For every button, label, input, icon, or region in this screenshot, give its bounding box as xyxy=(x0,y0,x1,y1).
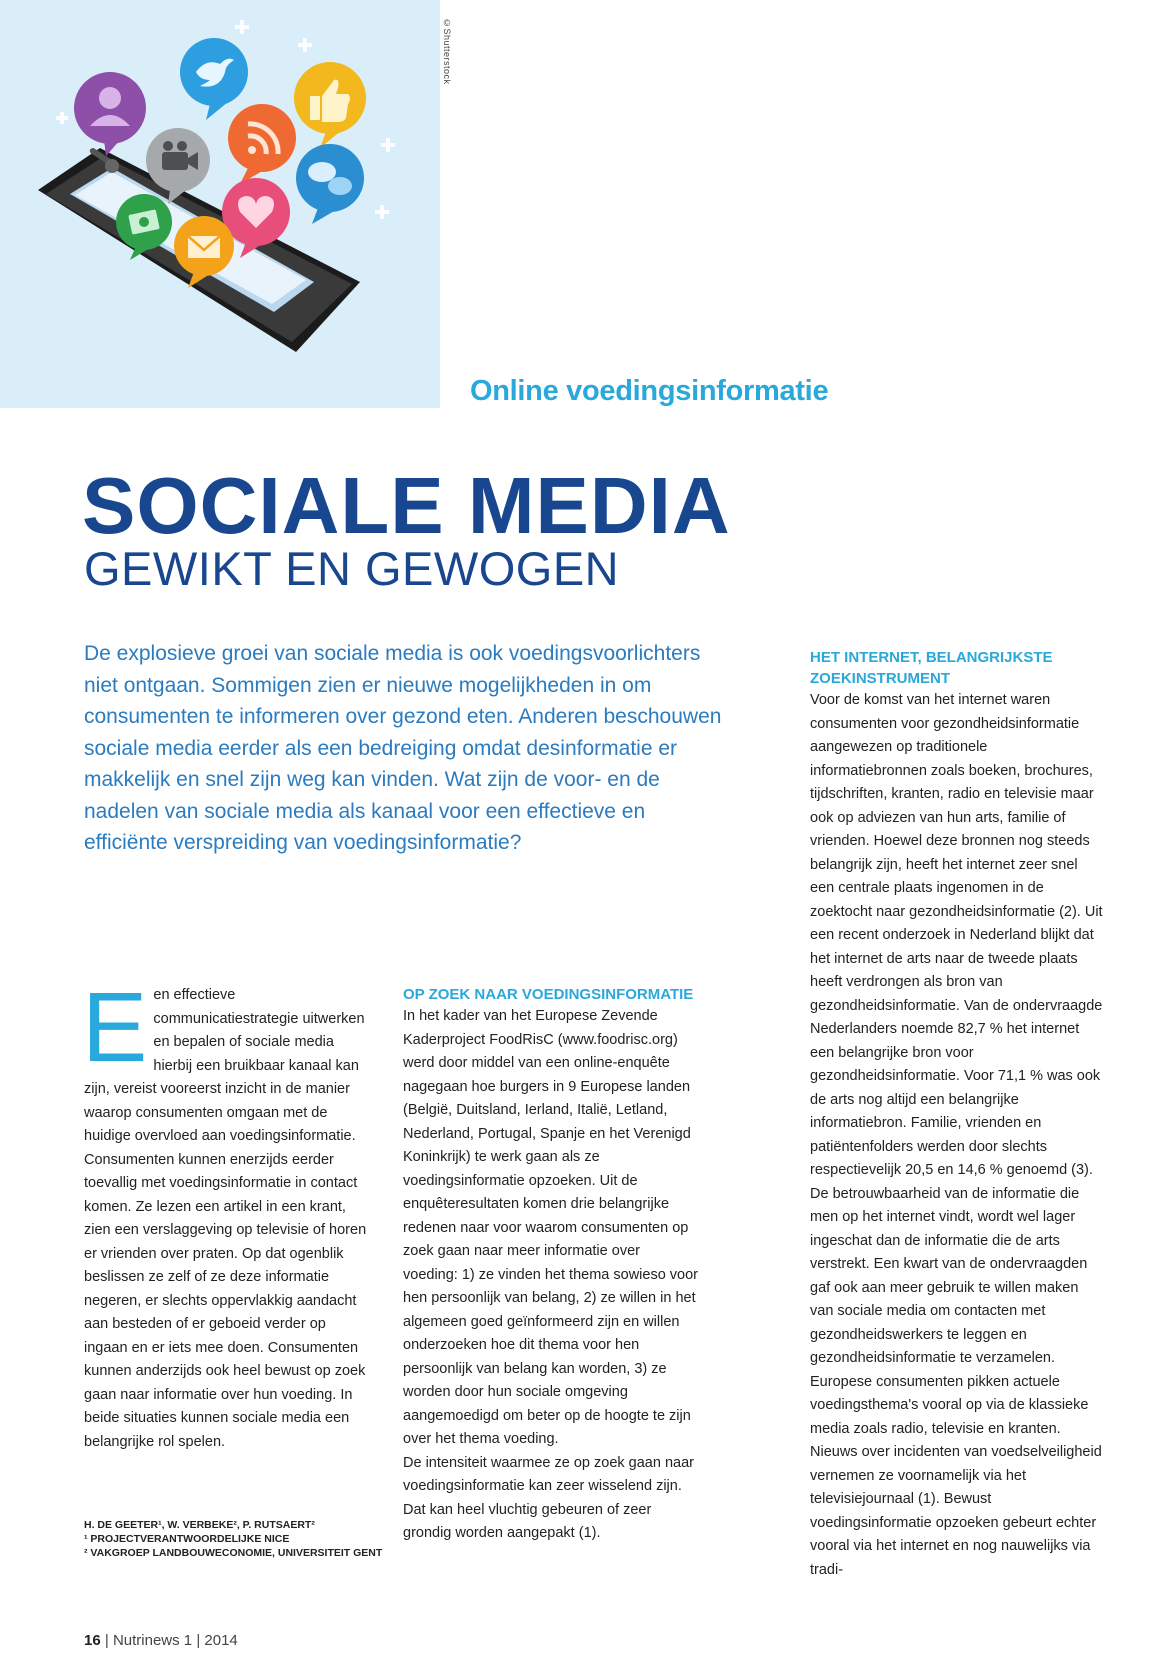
chat-icon xyxy=(296,144,364,224)
page-footer xyxy=(84,1632,238,1649)
rss-icon xyxy=(228,104,296,184)
author-affiliation-2: ² VAKGROEP LANDBOUWECONOMIE, UNIVERSITEIT GENT xyxy=(84,1547,383,1559)
article-lead: De explosieve groei van sociale media is ook voedingsvoorlichters niet ontgaan. Sommigen zien er nieuwe mogelijkheden in om consumenten te informeren over gezond eten. Anderen beschouwen sociale media eerder als een bedreiging omdat desinformatie er makkelijk en snel zijn weg kan vinden. Wat zijn de voor- en de nadelen van sociale media als kanaal voor een effectieve en efficiënte verspreiding van voedingsinformatie? xyxy=(84,642,722,854)
hero-illustration xyxy=(0,0,440,408)
column3-paragraph-1: Voor de komst van het internet waren consumenten voor gezondheidsinformatie aangewezen op traditionele informatiebronnen zoals boeken, brochures, tijdschriften, kranten, radio en televisie maar ook op adviezen van hun arts, familie of vrienden. Hoewel deze bronnen nog steeds belangrijk zijn, heeft het internet zeer snel een centrale plaats ingenomen in de zoektocht naar gezondheidsinformatie (2). Uit een recent onderzoek in Nederland blijkt dat het internet de arts naar de tweede plaats heeft verdrongen als bron van gezondheidsinformatie. Van de ondervraagde Nederlanders noemde 82,7 % het internet een belangrijke bron voor gezondheidsinformatie. Voor 71,1 % was ook de arts nog altijd een belangrijke informatiebron. Familie, vrienden en patiëntenfolders werden door slechts respectievelijk 20,5 en 14,6 % genoemd (3). De betrouwbaarheid van de informatie die men op het internet vindt, wordt wel lager ingeschat dan de informatie die de arts verstrekt. Een kwart van de ondervraagden gaf ook aan meer gebruik te willen maken van sociale media om contacten met gezondheidswerkers te leggen en gezondheidsinformatie te verzamelen. xyxy=(810,692,1103,1366)
footer-separator: | xyxy=(104,1632,109,1649)
magazine-name: Nutrinews 1 xyxy=(112,1632,193,1649)
section-kicker: Online voedingsinformatie xyxy=(470,375,829,407)
column-3 xyxy=(810,647,1105,1582)
twitter-bird-icon xyxy=(180,38,248,120)
author-names: H. DE GEETER¹, W. VERBEKE², P. RUTSAERT² xyxy=(84,1519,315,1531)
person-icon xyxy=(74,72,146,156)
photo-credit: ©Shutterstock xyxy=(442,18,452,85)
author-block xyxy=(84,1518,384,1560)
column2-paragraph-1: In het kader van het Europese Zevende Kaderproject FoodRisC (www.foodrisc.org) werd door middel van een online-enquête nagegaan hoe burgers in 9 Europese landen (België, Duitsland, Ierland, Italië, Letland, Nederland, Portugal, Spanje en het Verenigd Koninkrijk) te werk gaan als ze voedingsinformatie opzoeken. Uit de enquêteresultaten komen drie belangrijke redenen naar voor waarom consumenten op zoek gaan naar meer informatie over voeding: 1) ze vinden het thema sowieso voor hen persoonlijk van belang, 2) ze willen in het algemeen goed geïnformeerd zijn en willen onderzoeken hoe dit thema voor hen persoonlijk van belang kan worden, 3) ze worden door hun sociale omgeving aangemoedigd om beter op de hoogte te zijn over het thema voeding. xyxy=(403,1008,699,1447)
section-heading-internet: HET INTERNET, BELANGRIJKSTE ZOEKINSTRUMENT xyxy=(810,649,1053,687)
column2-paragraph-2: De intensiteit waarmee ze op zoek gaan naar voedingsinformatie kan zeer wisselend zijn. Dat kan heel vluchtig gebeuren of zeer grondig worden aangepakt (1). xyxy=(403,1454,694,1541)
author-affiliation-1: ¹ PROJECTVERANTWOORDELIJKE NICE xyxy=(84,1533,290,1545)
drop-cap: E xyxy=(82,972,148,1082)
page-number: 16 xyxy=(84,1632,101,1649)
column-2 xyxy=(403,984,698,1546)
thumbs-up-icon xyxy=(294,62,366,148)
issue-year: 2014 xyxy=(204,1632,238,1649)
footer-separator: | xyxy=(196,1632,201,1649)
column3-paragraph-2: Europese consumenten pikken actuele voedingsthema's vooral op via de klassieke media zoals radio, televisie en kranten. Nieuws over incidenten van voedselveiligheid vernemen ze voornamelijk via het televisiejournaal (1). Bewust voedingsinformatie opzoeken gebeurt echter vooral via het internet en nog nauwelijks via tradi- xyxy=(810,1373,1102,1578)
article-title: SOCIALE MEDIA xyxy=(82,461,731,550)
smartphone-social-illustration xyxy=(0,0,440,408)
section-heading-info: OP ZOEK NAAR VOEDINGSINFORMATIE xyxy=(403,986,694,1003)
intro-paragraph: en effectieve communicatiestrategie uitwerken en bepalen of sociale media hierbij een bruikbaar kanaal kan zijn, vereist vooreerst inzicht in de manier waarop consumenten omgaan met de huidige overvloed aan voedingsinformatie. Consumenten kunnen enerzijds eerder toevallig met voedingsinformatie in contact komen. Ze lezen een artikel in een krant, zien een verslaggeving op televisie of horen er vrienden over praten. Op dat ogenblik beslissen ze zelf of ze deze informatie negeren, er slechts oppervlakkig aandacht aan besteden of er geboeid verder op ingaan en er iets mee doen. Consumenten kunnen anderzijds ook heel bewust op zoek gaan naar informatie over hun voeding. In beide situaties kunnen sociale media een belangrijke rol spelen. xyxy=(84,987,367,1450)
article-subtitle: GEWIKT EN GEWOGEN xyxy=(84,542,620,595)
column-1 xyxy=(82,972,369,1454)
